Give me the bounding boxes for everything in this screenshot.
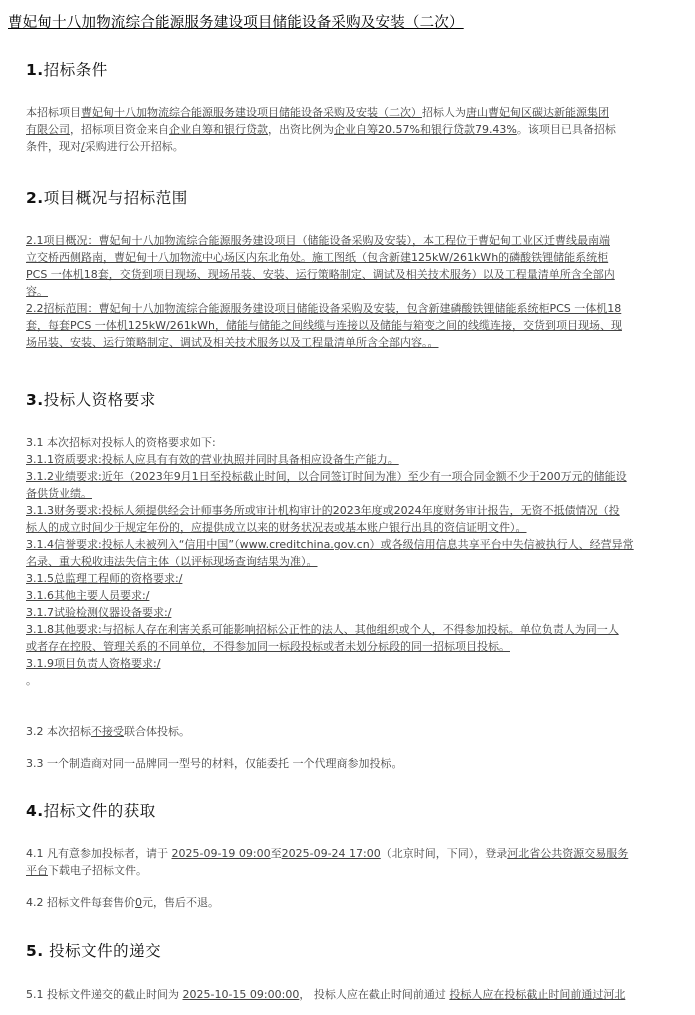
document-title: 曹妃甸十八加物流综合能源服务建设项目储能设备采购及安装（二次） bbox=[8, 15, 464, 31]
section-text: 招标文件的获取 bbox=[43, 802, 156, 820]
s2-p1-line-4: 容。 bbox=[26, 285, 48, 298]
section-number: 5. bbox=[26, 942, 44, 960]
section-1-body bbox=[26, 104, 681, 155]
s3-req-3-1-7: 3.1.7试验检测仪器设备要求:/ bbox=[26, 606, 172, 619]
s3-req-3-1-6: 3.1.6其他主要人员要求:/ bbox=[26, 589, 150, 602]
s3-intro: 3.1 本次招标对投标人的资格要求如下: bbox=[26, 436, 216, 449]
section-heading-3 bbox=[26, 388, 156, 410]
s1-line-3: 条件，现对/采购进行公开招标。 bbox=[26, 140, 184, 153]
section-2-body bbox=[26, 232, 681, 351]
s3-req-3-1-2-a: 3.1.2业绩要求:近年（2023年9月1日至投标截止时间，以合同签订时间为准）至少有一项合同金额不少于200万元的储能设 bbox=[26, 470, 627, 483]
s3-consortium: 3.2 本次招标不接受联合体投标。 bbox=[26, 725, 190, 738]
s2-p1-line-3: PCS 一体机18套，交货到项目现场、现场吊装、安装、运行策略制定、调试及相关技术服务）以及工程量清单所含全部内 bbox=[26, 268, 615, 281]
s4-line-1: 4.1 凡有意参加投标者，请于 2025-09-19 09:00至2025-09-24 17:00（北京时间，下同），登录河北省公共资源交易服务 bbox=[26, 847, 629, 860]
s2-p2-line-2: 套，每套PCS 一体机125kW/261kWh，储能与储能之间线缆与连接以及储能与箱变之间的线缆连接，交货到项目现场、现 bbox=[26, 319, 622, 332]
s4-price: 4.2 招标文件每套售价0元，售后不退。 bbox=[26, 896, 219, 909]
s2-p1-line-1: 2.1项目概况：曹妃甸十八加物流综合能源服务建设项目（储能设备采购及安装），本工程位于曹妃甸工业区迁曹线最南端 bbox=[26, 234, 610, 247]
s3-agent: 3.3 一个制造商对同一品牌同一型号的材料，仅能委托 一个代理商参加投标。 bbox=[26, 757, 403, 770]
s3-req-3-1-8-b: 或者存在控股、管理关系的不同单位，不得参加同一标段投标或者未划分标段的同一招标项目投标。 bbox=[26, 640, 510, 653]
s3-req-3-1-4-a: 3.1.4信誉要求:投标人未被列入“信用中国”（www.creditchina.gov.cn）或各级信用信息共享平台中失信被执行人、经营异常 bbox=[26, 538, 634, 551]
s3-req-3-1-9: 3.1.9项目负责人资格要求:/ bbox=[26, 657, 161, 670]
s3-req-3-1-3-b: 标人的成立时间少于规定年份的，应提供成立以来的财务状况表或基本账户银行出具的资信证明文件）。 bbox=[26, 521, 527, 534]
section-text: 招标条件 bbox=[43, 61, 108, 79]
section-number: 2. bbox=[26, 189, 44, 207]
s3-req-3-1-3-a: 3.1.3财务要求:投标人须提供经会计师事务所或审计机构审计的2023年度或2024年度财务审计报告，无资不抵债情况（投 bbox=[26, 504, 620, 517]
section-4-body bbox=[26, 845, 681, 879]
section-heading-1 bbox=[26, 58, 108, 80]
s3-req-3-1-2-b: 备供货业绩。 bbox=[26, 487, 92, 500]
section-number: 1. bbox=[26, 61, 44, 79]
section-5-body: 5.1 投标文件递交的截止时间为 2025-10-15 09:00:00， 投标人应在截止时间前通过 投标人应在投标截止时间前通过河北 bbox=[26, 988, 626, 1001]
section-text: 投标人资格要求 bbox=[43, 391, 156, 409]
s3-req-3-1-8-a: 3.1.8其他要求:与招标人存在利害关系可能影响招标公正性的法人、其他组织或个人，不得参加投标。单位负责人为同一人 bbox=[26, 623, 619, 636]
platform-link[interactable]: 河北省公共资源交易服务 bbox=[507, 847, 629, 860]
section-3-body bbox=[26, 434, 681, 689]
s3-req-3-1-1: 3.1.1资质要求:投标人应具有有效的营业执照并同时具备相应设备生产能力。 bbox=[26, 453, 399, 466]
section-heading-5 bbox=[26, 939, 161, 961]
section-number: 4. bbox=[26, 802, 44, 820]
section-number: 3. bbox=[26, 391, 44, 409]
section-heading-2 bbox=[26, 186, 188, 208]
section-text: 项目概况与招标范围 bbox=[43, 189, 188, 207]
s2-p1-line-2: 立交桥西侧路南，曹妃甸十八加物流中心场区内东北角处。施工图纸（包含新建125kW/261kWh的磷酸铁锂储能系统柜 bbox=[26, 251, 609, 264]
s3-trailing-dot: 。 bbox=[26, 674, 37, 687]
s4-line-2: 平台下载电子招标文件。 bbox=[26, 864, 147, 877]
s1-line-2: 有限公司，招标项目资金来自企业自筹和银行贷款，出资比例为企业自筹20.57%和银行贷款79.43%。该项目已具备招标 bbox=[26, 123, 616, 136]
s2-p2-line-1: 2.2招标范围：曹妃甸十八加物流综合能源服务建设项目储能设备采购及安装，包含新建磷酸铁锂储能系统柜PCS 一体机18 bbox=[26, 302, 622, 315]
s3-req-3-1-4-b: 名录、重大税收违法失信主体（以评标现场查询结果为准）。 bbox=[26, 555, 318, 568]
s1-line-1: 本招标项目曹妃甸十八加物流综合能源服务建设项目储能设备采购及安装（二次）招标人为唐山曹妃甸区碳达新能源集团 bbox=[26, 106, 609, 119]
s2-p2-line-3: 场吊装、安装、运行策略制定、调试及相关技术服务以及工程量清单所含全部内容。。 bbox=[26, 336, 439, 349]
section-text: 投标文件的递交 bbox=[43, 942, 162, 960]
s3-req-3-1-5: 3.1.5总监理工程师的资格要求:/ bbox=[26, 572, 183, 585]
platform-link-cont[interactable]: 平台 bbox=[26, 864, 48, 877]
section-heading-4 bbox=[26, 799, 156, 821]
